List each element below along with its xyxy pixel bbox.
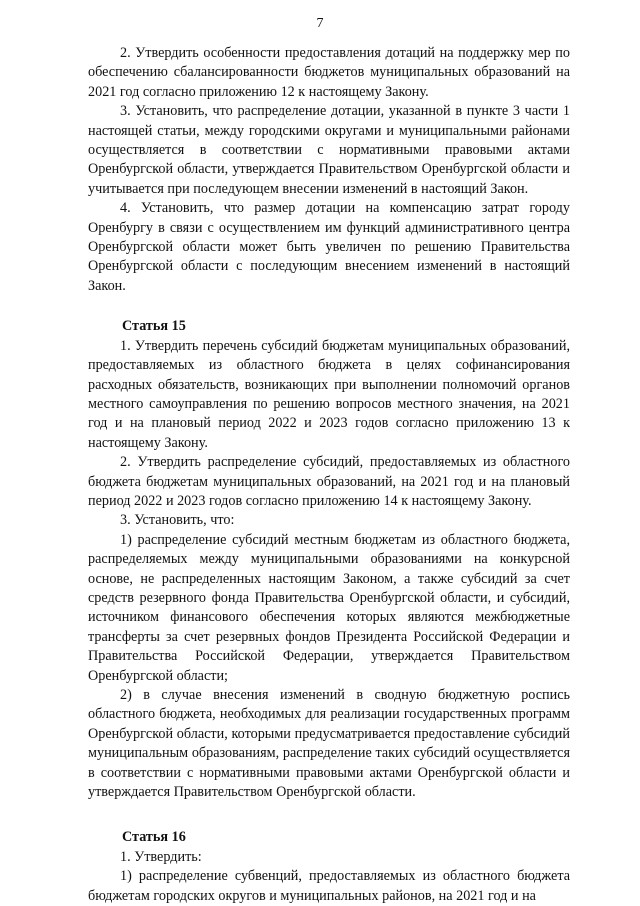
paragraph: 2. Утвердить распределение субсидий, предоставляемых из областного бюджета бюджетам муниципальных образований, на 2021 год и на плановый период 2022 и 2023 годов согласно приложению 14 к настоящему Закону. xyxy=(88,454,570,509)
article-heading: Статья 16 xyxy=(122,829,186,846)
paragraph: 3. Установить, что: xyxy=(120,512,235,529)
paragraph: 4. Установить, что размер дотации на компенсацию затрат городу Оренбургу в связи с осуществлением им функций административного центра Оренбургской области может быть увеличен по решению Правительства Оренбургской области с последующим внесением изменений в настоящий Закон. xyxy=(88,200,570,294)
paragraph: 2) в случае внесения изменений в сводную бюджетную роспись областного бюджета, необходимых для реализации государственных программ Оренбургской области, которыми предусматривается предоставление субсидий муниципальным образованиям, распределение таких субсидий осуществляется в соответствии с нормативными правовыми актами Оренбургской области и утверждается Правительством Оренбургской области. xyxy=(88,687,570,801)
paragraph: 1) распределение субвенций, предоставляемых из областного бюджета бюджетам городских округов и муниципальных районов, на 2021 год и на xyxy=(88,868,570,904)
page-number: 7 xyxy=(316,16,324,31)
article-heading: Статья 15 xyxy=(122,318,186,335)
document-body xyxy=(88,44,570,906)
paragraph: 1) распределение субсидий местным бюджетам из областного бюджета, распределяемых между муниципальными образованиями на конкурсной основе, не распределенных настоящим Законом, а также субсидий за счет средств резервного фонда Правительства Оренбургской области, и субсидий, источником финансового обеспечения которых являются межбюджетные трансферты за счет резервных фондов Президента Российской Федерации и Правительства Российской Федерации, утверждается Правительством Оренбургской области; xyxy=(88,531,570,684)
paragraph: 1. Утвердить перечень субсидий бюджетам муниципальных образований, предоставляемых из областного бюджета в целях софинансирования расходных обязательств, возникающих при выполнении полномочий органов местного самоуправления по решению вопросов местного значения, на 2021 год и на плановый период 2022 и 2023 годов согласно приложению 13 к настоящему Закону. xyxy=(88,337,570,451)
paragraph: 1. Утвердить: xyxy=(120,848,202,865)
paragraph: 3. Установить, что распределение дотации, указанной в пункте 3 части 1 настоящей статьи, между городскими округами и муниципальными районами осуществляется в соответствии с нормативными правовыми актами Оренбургской области, утверждается Правительством Оренбургской области и учитывается при последующем внесении изменений в настоящий Закон. xyxy=(88,103,570,197)
paragraph: 2. Утвердить особенности предоставления дотаций на поддержку мер по обеспечению сбалансированности бюджетов муниципальных образований на 2021 год согласно приложению 12 к настоящему Закону. xyxy=(88,45,570,100)
